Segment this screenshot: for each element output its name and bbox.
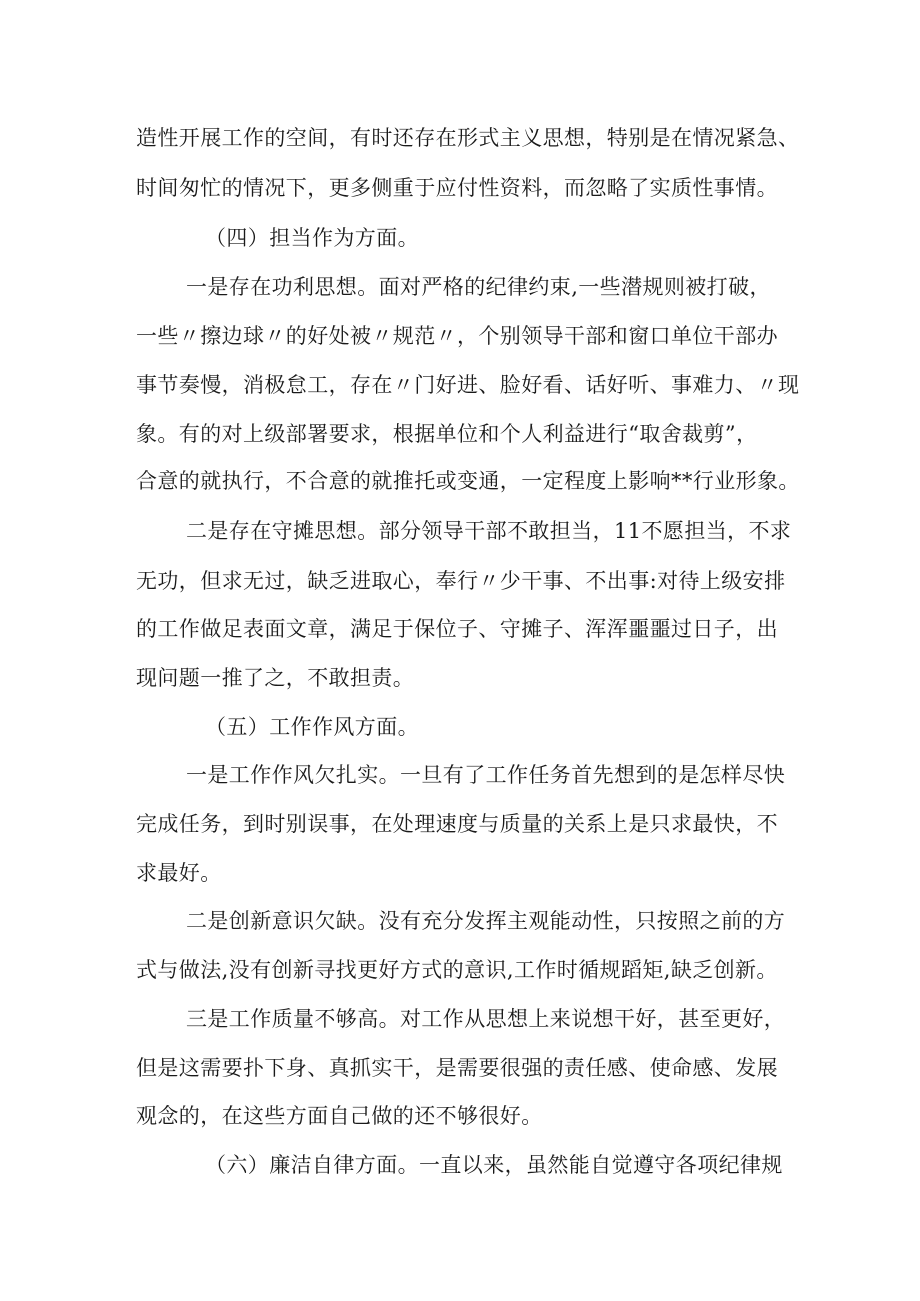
text-line: 一是存在功利思想。面对严格的纪律约束,一些潜规则被打破， <box>186 275 771 299</box>
text-line: 求最好。 <box>136 861 222 885</box>
text-line: 无功，但求无过，缺乏进取心，奉行〃少干事、不出事:对待上级安排 <box>136 569 786 593</box>
text-line: 造性开展工作的空间，有时还存在形式主义思想，特别是在情况紧急、 <box>136 126 800 150</box>
text-line: 观念的，在这些方面自己做的还不够很好。 <box>136 1104 543 1128</box>
text-line: 二是创新意识欠缺。没有充分发挥主观能动性，只按照之前的方 <box>186 909 786 933</box>
text-line: 的工作做足表面文章，满足于保位子、守摊子、浑浑噩噩过日子，出 <box>136 617 778 641</box>
text-line: 现问题一推了之，不敢担责。 <box>136 666 415 690</box>
section-heading: （四）担当作为方面。 <box>205 226 419 250</box>
text-line: 事节奏慢，消极怠工，存在〃门好进、脸好看、话好听、事难力、〃现 <box>136 373 800 397</box>
section-heading: （六）廉洁自律方面。一直以来，虽然能自觉遵守各项纪律规 <box>205 1153 783 1177</box>
text-line: 三是工作质量不够高。对工作从思想上来说想干好，甚至更好， <box>186 1007 786 1031</box>
text-line: 二是存在守摊思想。部分领导干部不敢担当，11不愿担当，不求 <box>186 519 792 543</box>
text-line: 一是工作作风欠扎实。一旦有了工作任务首先想到的是怎样尽快 <box>186 763 786 787</box>
text-line: 一些〃擦边球〃的好处被〃规范〃，个别领导干部和窗口单位干部办 <box>136 324 778 348</box>
text-line: 但是这需要扑下身、真抓实干，是需要很强的责任感、使命感、发展 <box>136 1056 778 1080</box>
text-line: 时间匆忙的情况下，更多侧重于应付性资料，而忽略了实质性事情。 <box>136 176 778 200</box>
text-line: 式与做法,没有创新寻找更好方式的意识,工作时循规蹈矩,缺乏创新。 <box>136 958 778 982</box>
text-line: 完成任务，到时别误事，在处理速度与质量的关系上是只求最快，不 <box>136 812 778 836</box>
text-line: 合意的就执行，不合意的就推托或变通，一定程度上影响**行业形象。 <box>136 469 800 493</box>
section-heading: （五）工作作风方面。 <box>205 715 419 739</box>
text-line: 象。有的对上级部署要求，根据单位和个人利益进行“取舍裁剪”， <box>136 422 758 446</box>
